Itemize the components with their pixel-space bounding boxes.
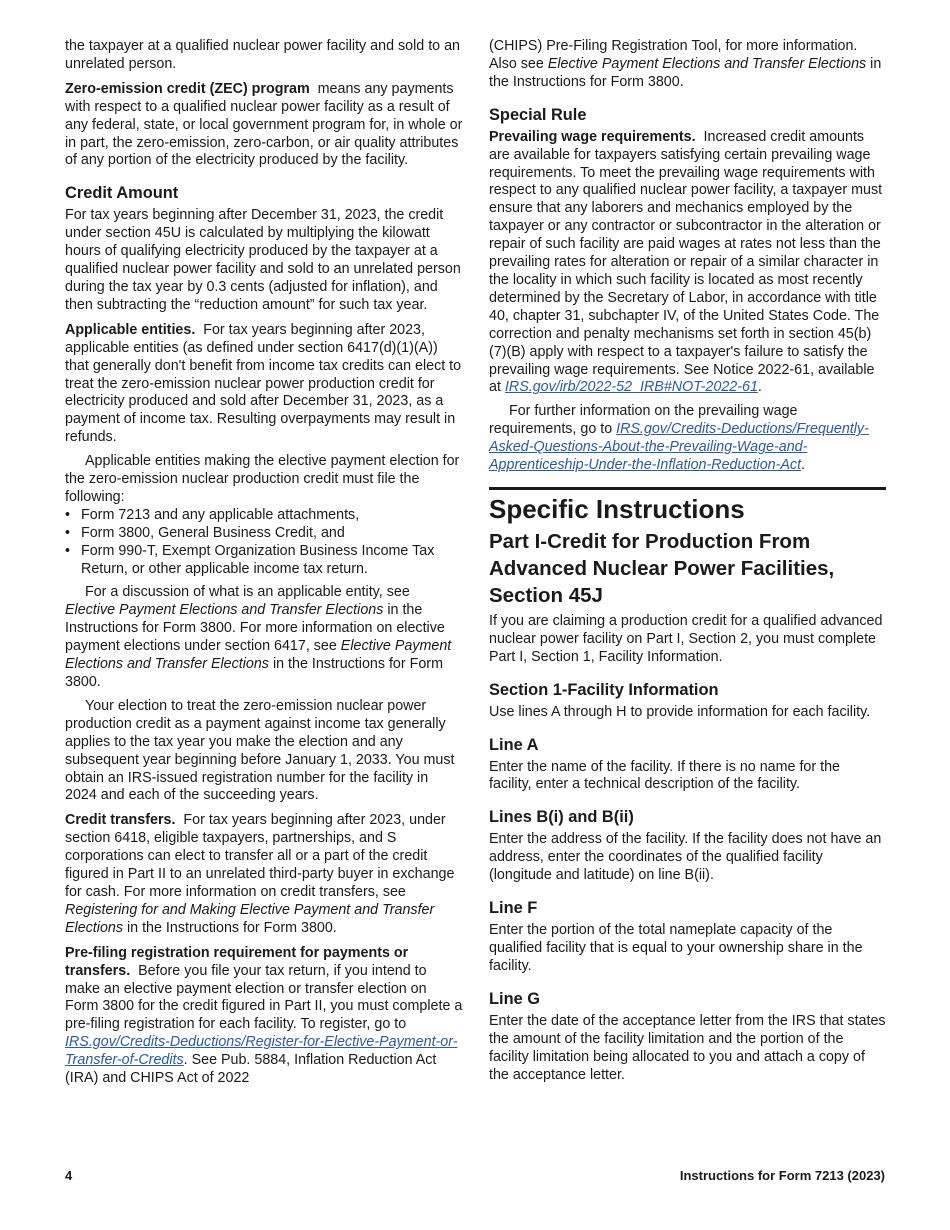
section1-heading: Section 1-Facility Information xyxy=(489,680,719,699)
discussion-paragraph: For a discussion of what is an applicable entity, see Elective Payment Elections and Transfer Elections in the Instructions for Form 3800. For more information on elective payment elections under section 6417, see Elective Payment Elections and Transfer Elections in the Instructions for Form 3800. xyxy=(65,584,452,690)
bullet-icon: • xyxy=(65,506,71,523)
prefiling-run-in-heading: Pre-filing registration requirement for payments or transfers. xyxy=(65,944,409,979)
list-item: • Form 3800, General Business Credit, and xyxy=(65,524,345,541)
applicable-entities xyxy=(65,322,463,447)
transfers-run-in-heading: Credit transfers. xyxy=(65,812,176,829)
form-title: Instructions for Form 7213 (2023) xyxy=(679,1168,885,1183)
applicable-text: For tax years beginning after 2023, applicable entities (as defined under section 6417(d)(1)(A)) that generally don't benefit from income tax credits can elect to treat the zero-emission nuclear power production credit for electricity produced and sold after December 31, 2023, as a payment of income tax. Resulting overpayments may result in refunds. xyxy=(65,321,462,446)
zec-text: means any payments with respect to a qualified nuclear power facility as a result of any federal, state, or local government program for, in whole or in part, the zero-emission, zero-carbon, or air quality attributes of any portion of the electricity produced by the facility. xyxy=(65,80,463,169)
wage-run-in-heading: Prevailing wage requirements. xyxy=(489,128,696,145)
left-column xyxy=(65,38,463,1088)
bullet-icon: • xyxy=(65,524,71,541)
part1-text: If you are claiming a production credit for a qualified advanced nuclear power facility on Part I, Section 2, you must complete Part I, Section 1, Facility Information. xyxy=(489,612,883,665)
cross-reference: Elective Payment Elections and Transfer Elections xyxy=(547,55,867,72)
line-g-text: Enter the date of the acceptance letter from the IRS that states the amount of the facility limitation and the portion of the facility limitation being allocated to you and attach a copy of the acceptance letter. xyxy=(489,1012,886,1083)
section1-text: Use lines A through H to provide information for each facility. xyxy=(489,703,871,720)
prefiling-requirement: Pre-filing registration requirement for payments or transfers. Before you file your tax return, if you intend to make an elective payment election or transfer election on Form 3800 for the credit figured in Part II, you must complete a pre-filing registration for each facility. To register, go to IRS.gov/Credits-Deductions/Register-for-Elective-Payment-or-Transfer-of-Credits. See Pub. 5884, Inflation Reduction Act (IRA) and CHIPS Act of 2022 xyxy=(65,944,463,1087)
part1-heading: Part I-Credit for Production From Advanced Nuclear Power Facilities, Section 45J xyxy=(489,529,835,607)
cross-reference: Elective Payment Elections and Transfer Elections xyxy=(65,602,384,619)
line-b-text: Enter the address of the facility. If the facility does not have an address, enter the coordinates of the qualified facility (longitude and latitude) on line B(ii). xyxy=(489,831,882,884)
bullet-list xyxy=(65,507,463,579)
credit-amount-heading: Credit Amount xyxy=(65,184,179,203)
bullet-icon: • xyxy=(65,542,71,559)
line-f-heading: Line F xyxy=(489,899,538,918)
continued-paragraph: (CHIPS) Pre-Filing Registration Tool, for more information. Also see Elective Payment Elections and Transfer Elections in the Instructions for Form 3800. xyxy=(489,38,882,90)
list-item: • Form 990-T, Exempt Organization Business Income Tax Return, or other applicable income tax return. xyxy=(65,542,435,577)
line-a-heading: Line A xyxy=(489,735,539,754)
line-f-text: Enter the portion of the total nameplate capacity of the qualified facility that is equal to your ownership share in the facility. xyxy=(489,922,863,974)
prevailing-wage-paragraph: Prevailing wage requirements. Increased credit amounts are available for taxpayers satisfying certain prevailing wage requirements. To meet the prevailing wage requirements with respect to any qualified nuclear power facility, a taxpayer must ensure that any laborers and mechanics employed by the taxpayer or any contractor or subcontractor in the alteration or repair of such facility are paid wages at rates not less than the prevailing rates for alteration or repair of a similar character in the locality in which such facility is located as most recently determined by the Secretary of Labor, in accordance with title 40, chapter 31, subchapter IV, of the United States Code. The correction and penalty mechanisms set forth in section 45(b)(7)(B) apply with respect to a taxpayer's failure to satisfy the prevailing wage requirements. See Notice 2022-61, available at IRS.gov/irb/2022-52_IRB#NOT-2022-61. xyxy=(489,128,883,396)
applicable-run-in-heading: Applicable entities. xyxy=(65,321,196,338)
cross-reference: Elective Payment Elections and Transfer Elections xyxy=(65,638,452,673)
special-rule-heading: Special Rule xyxy=(489,105,587,124)
cross-reference: Registering for and Making Elective Payment and Transfer Elections xyxy=(65,901,435,936)
election-paragraph: Your election to treat the zero-emission nuclear power production credit as a payment against income tax generally applies to the tax year you make the election and any subsequent year beginning before January 1, 2033. You must obtain an IRS-issued registration number for the facility in 2024 and each of the succeeding years. xyxy=(65,697,455,804)
specific-instructions-heading: Specific Instructions xyxy=(489,487,886,526)
notice-link[interactable]: IRS.gov/irb/2022-52_IRB#NOT-2022-61 xyxy=(504,379,758,396)
line-b-heading: Lines B(i) and B(ii) xyxy=(489,808,634,827)
paragraph: the taxpayer at a qualified nuclear power facility and sold to an unrelated person. xyxy=(65,38,460,72)
further-info-paragraph: For further information on the prevailing wage requirements, go to IRS.gov/Credits-Deductions/Frequently-Asked-Questions-About-the-Prevailing-Wage-and-Apprenticeship-Under-the-Inflation-Reduction-Act. xyxy=(489,403,869,474)
list-item: • Form 7213 and any applicable attachments, xyxy=(65,506,360,523)
page-number: 4 xyxy=(65,1168,73,1183)
line-g-heading: Line G xyxy=(489,989,540,1008)
credit-amount-text: For tax years beginning after December 31, 2023, the credit under section 45U is calculated by multiplying the kilowatt hours of qualifying electricity produced by the taxpayer at a qualified nuclear power facility and sold to an unrelated person during the tax year by 0.3 cents (adjusted for inflation), and then subtracting the “reduction amount” for such tax year. xyxy=(65,207,461,313)
right-column xyxy=(489,38,886,1084)
zec-run-in-heading: Zero-emission credit (ZEC) program xyxy=(65,80,310,97)
applicable-file-text: Applicable entities making the elective payment election for the zero-emission nuclear production credit must file the following: xyxy=(65,453,460,505)
zec-definition xyxy=(65,81,463,171)
line-a-text: Enter the name of the facility. If there is no name for the facility, enter a technical description of the facility. xyxy=(489,758,840,793)
prevailing-wage-faq-link[interactable]: IRS.gov/Credits-Deductions/Frequently-Asked-Questions-About-the-Prevailing-Wage-and-Apprenticeship-Under-the-Inflation-Reduction-Act xyxy=(489,421,869,474)
register-link[interactable]: IRS.gov/Credits-Deductions/Register-for-Elective-Payment-or-Transfer-of-Credits xyxy=(65,1034,458,1069)
credit-transfers: Credit transfers. For tax years beginning after 2023, under section 6418, eligible taxpayers, partnerships, and S corporations can elect to transfer all or a part of the credit figured in Part II to an unrelated third-party buyer in exchange for cash. For more information on credit transfers, see Registering for and Making Elective Payment and Transfer Elections in the Instructions for Form 3800. xyxy=(65,812,455,936)
